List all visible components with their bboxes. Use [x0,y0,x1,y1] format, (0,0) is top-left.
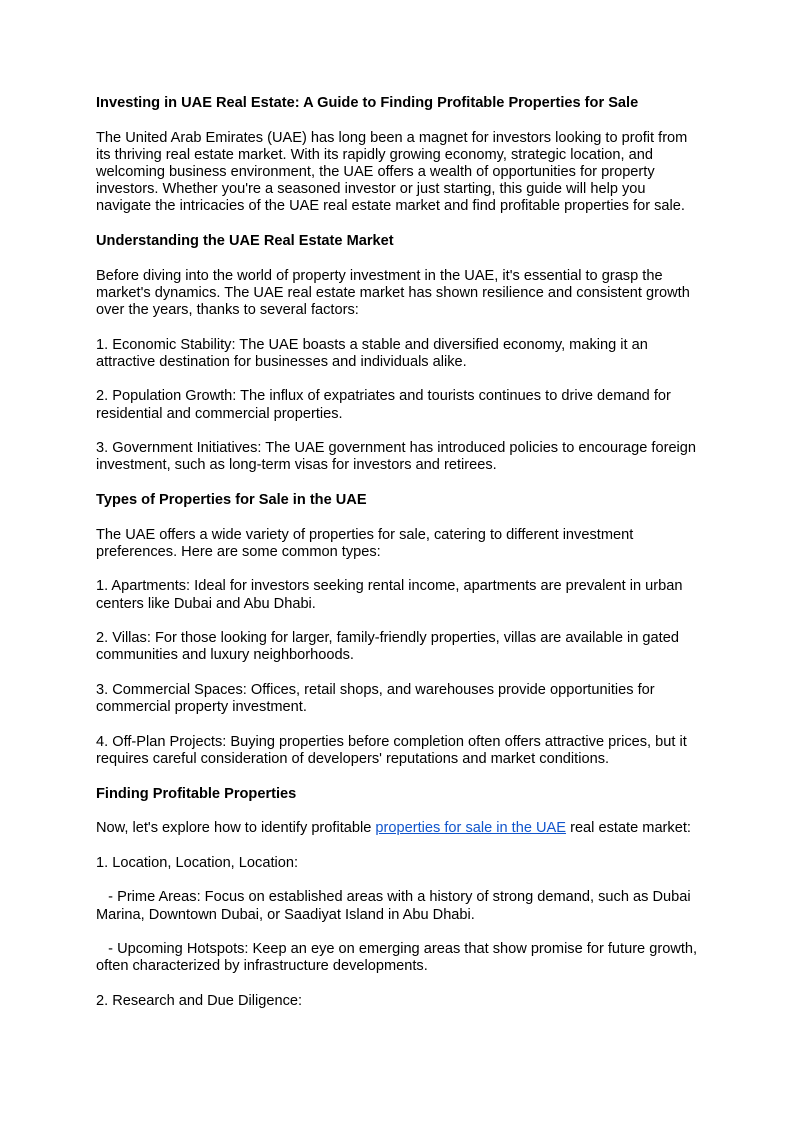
section-heading-finding-properties: Finding Profitable Properties [96,785,297,802]
property-type-item: 3. Commercial Spaces: Offices, retail shops, and warehouses provide opportunities for commercial property investment. [96,681,659,716]
section-heading-property-types: Types of Properties for Sale in the UAE [96,491,367,508]
property-type-item: 2. Villas: For those looking for larger, family-friendly properties, villas are available in gated communities and luxury neighborhoods. [96,630,684,664]
market-factor-item: 1. Economic Stability: The UAE boasts a stable and diversified economy, making it an attractive destination for businesses and individuals alike. [96,336,652,370]
finding-subitem: - Upcoming Hotspots: Keep an eye on emerging areas that show promise for future growth, often characterized by infrastructure developments. [96,941,702,975]
intro-paragraph: The United Arab Emirates (UAE) has long been a magnet for investors looking to profit from its thriving real estate market. With its rapidly growing economy, strategic location, and welcoming business environment, the UAE offers a wealth of opportunities for property investors. Whether you're a seasoned investor or just starting, this guide will help you navigate the intricacies of the UAE real estate market and find profitable properties for sale. [96,129,692,215]
document-page [96,95,702,1028]
section-heading-market: Understanding the UAE Real Estate Market [96,233,394,249]
intro-text-before-link: Now, let's explore how to identify profitable [96,820,376,837]
section-finding-intro [96,820,702,837]
market-factor-item: 2. Population Growth: The influx of expatriates and tourists continues to drive demand for residential and commercial properties. [96,388,675,422]
property-type-item: 4. Off-Plan Projects: Buying properties before completion often offers attractive prices, but it requires careful consideration of developers' reputations and market conditions. [96,733,691,767]
section-market-intro: Before diving into the world of property investment in the UAE, it's essential to grasp the market's dynamics. The UAE real estate market has shown resilience and consistent growth over the years, thanks to several factors: [96,267,694,318]
property-type-item: 1. Apartments: Ideal for investors seeking rental income, apartments are prevalent in urban centers like Dubai and Abu Dhabi. [96,578,687,612]
section-property-types-intro: The UAE offers a wide variety of properties for sale, catering to different investment preferences. Here are some common types: [96,526,638,560]
finding-item: 2. Research and Due Diligence: [96,992,303,1009]
market-factor-item: 3. Government Initiatives: The UAE government has introduced policies to encourage foreign investment, such as long-term visas for investors and retirees. [96,440,701,474]
properties-for-sale-link[interactable]: properties for sale in the UAE [375,820,567,837]
document-title: Investing in UAE Real Estate: A Guide to Finding Profitable Properties for Sale [96,95,639,111]
finding-subitem: - Prime Areas: Focus on established areas with a history of strong demand, such as Dubai Marina, Downtown Dubai, or Saadiyat Island in Abu Dhabi. [96,889,695,923]
intro-text-after-link: real estate market: [566,820,691,837]
finding-item: 1. Location, Location, Location: [96,854,299,871]
